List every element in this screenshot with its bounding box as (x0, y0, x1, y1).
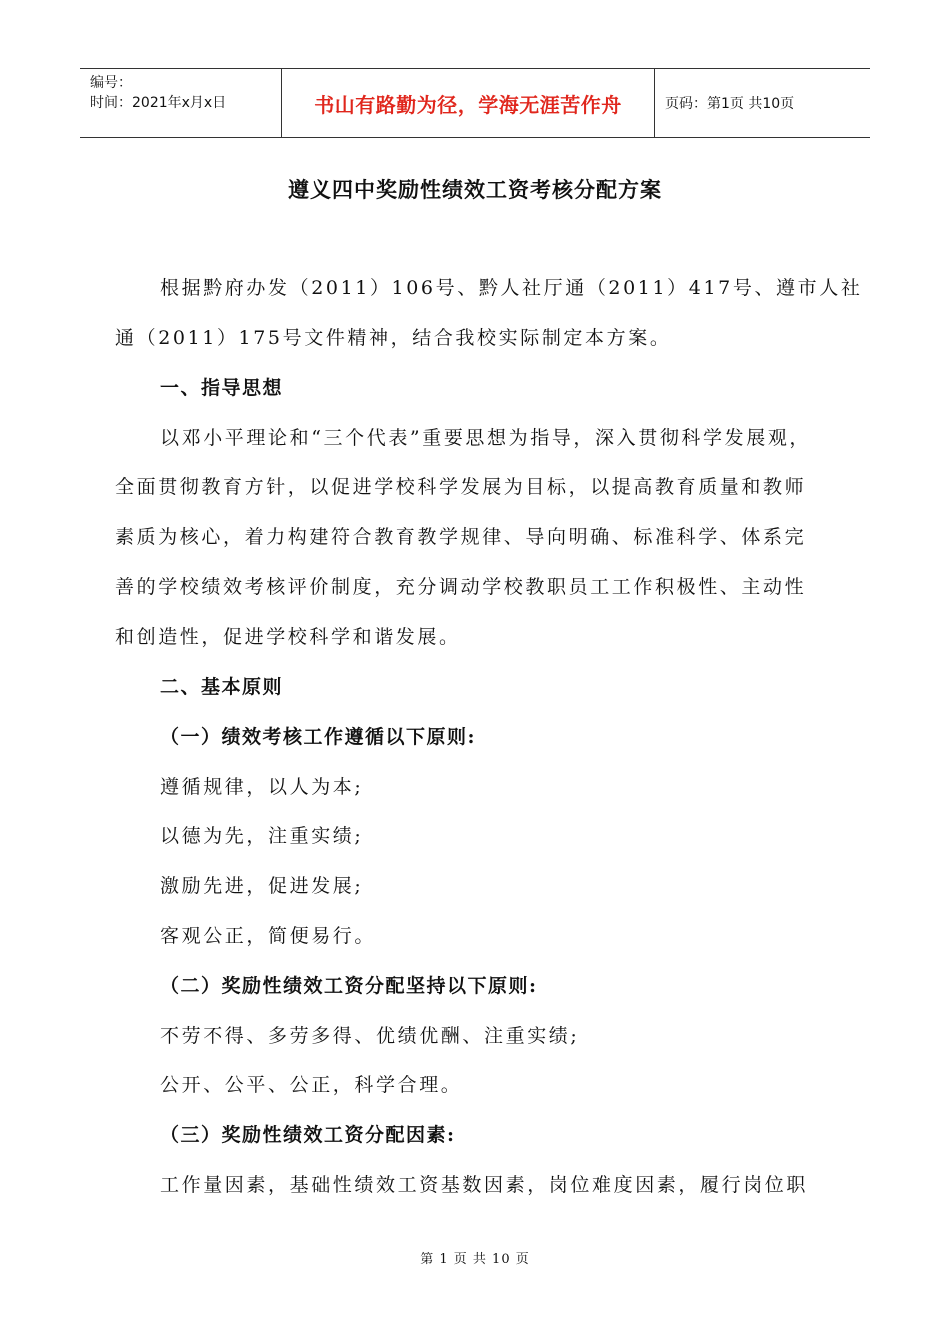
paragraph-line: 善的学校绩效考核评价制度，充分调动学校教职员工工作积极性、主动性 (115, 576, 807, 598)
section-heading: 二、基本原则 (160, 676, 284, 698)
list-item: 不劳不得、多劳多得、优绩优酬、注重实绩; (160, 1025, 580, 1047)
list-item: 激励先进，促进发展; (160, 875, 364, 897)
header-page-info: 页码：第1页 共10页 (665, 96, 795, 112)
document-date-label: 时间：2021年x月x日 (90, 95, 227, 111)
list-item: 客观公正，简便易行。 (160, 925, 377, 947)
section-heading: 一、指导思想 (160, 377, 284, 399)
paragraph-line: 以邓小平理论和“三个代表”重要思想为指导，深入贯彻科学发展观， (160, 427, 812, 449)
paragraph-line: 全面贯彻教育方针，以促进学校科学发展为目标，以提高教育质量和教师 (115, 476, 807, 498)
document-number-label: 编号： (90, 75, 132, 91)
header-motto: 书山有路勤为径，学海无涯苦作舟 (281, 69, 655, 137)
document-title: 遵义四中奖励性绩效工资考核分配方案 (288, 177, 662, 202)
subsection-heading: （一）绩效考核工作遵循以下原则: (160, 726, 477, 748)
paragraph-line: 和创造性，促进学校科学和谐发展。 (115, 626, 461, 648)
subsection-heading: （二）奖励性绩效工资分配坚持以下原则: (160, 975, 538, 997)
header-meta (80, 69, 281, 137)
paragraph-line: 通（2011）175号文件精神，结合我校实际制定本方案。 (115, 327, 672, 349)
paragraph-line: 素质为核心，着力构建符合教育教学规律、导向明确、标准科学、体系完 (115, 526, 807, 548)
paragraph-line: 根据黔府办发（2011）106号、黔人社厅通（2011）417号、遵市人社 (160, 277, 863, 299)
page-footer: 第 1 页 共 10 页 (420, 1252, 530, 1267)
list-item: 公开、公平、公正，科学合理。 (160, 1074, 463, 1096)
subsection-heading: （三）奖励性绩效工资分配因素: (160, 1124, 456, 1146)
list-item: 遵循规律，以人为本; (160, 776, 364, 798)
list-item: 以德为先，注重实绩; (160, 825, 364, 847)
paragraph-line: 工作量因素，基础性绩效工资基数因素，岗位难度因素，履行岗位职 (160, 1174, 809, 1196)
page-header (80, 68, 870, 138)
